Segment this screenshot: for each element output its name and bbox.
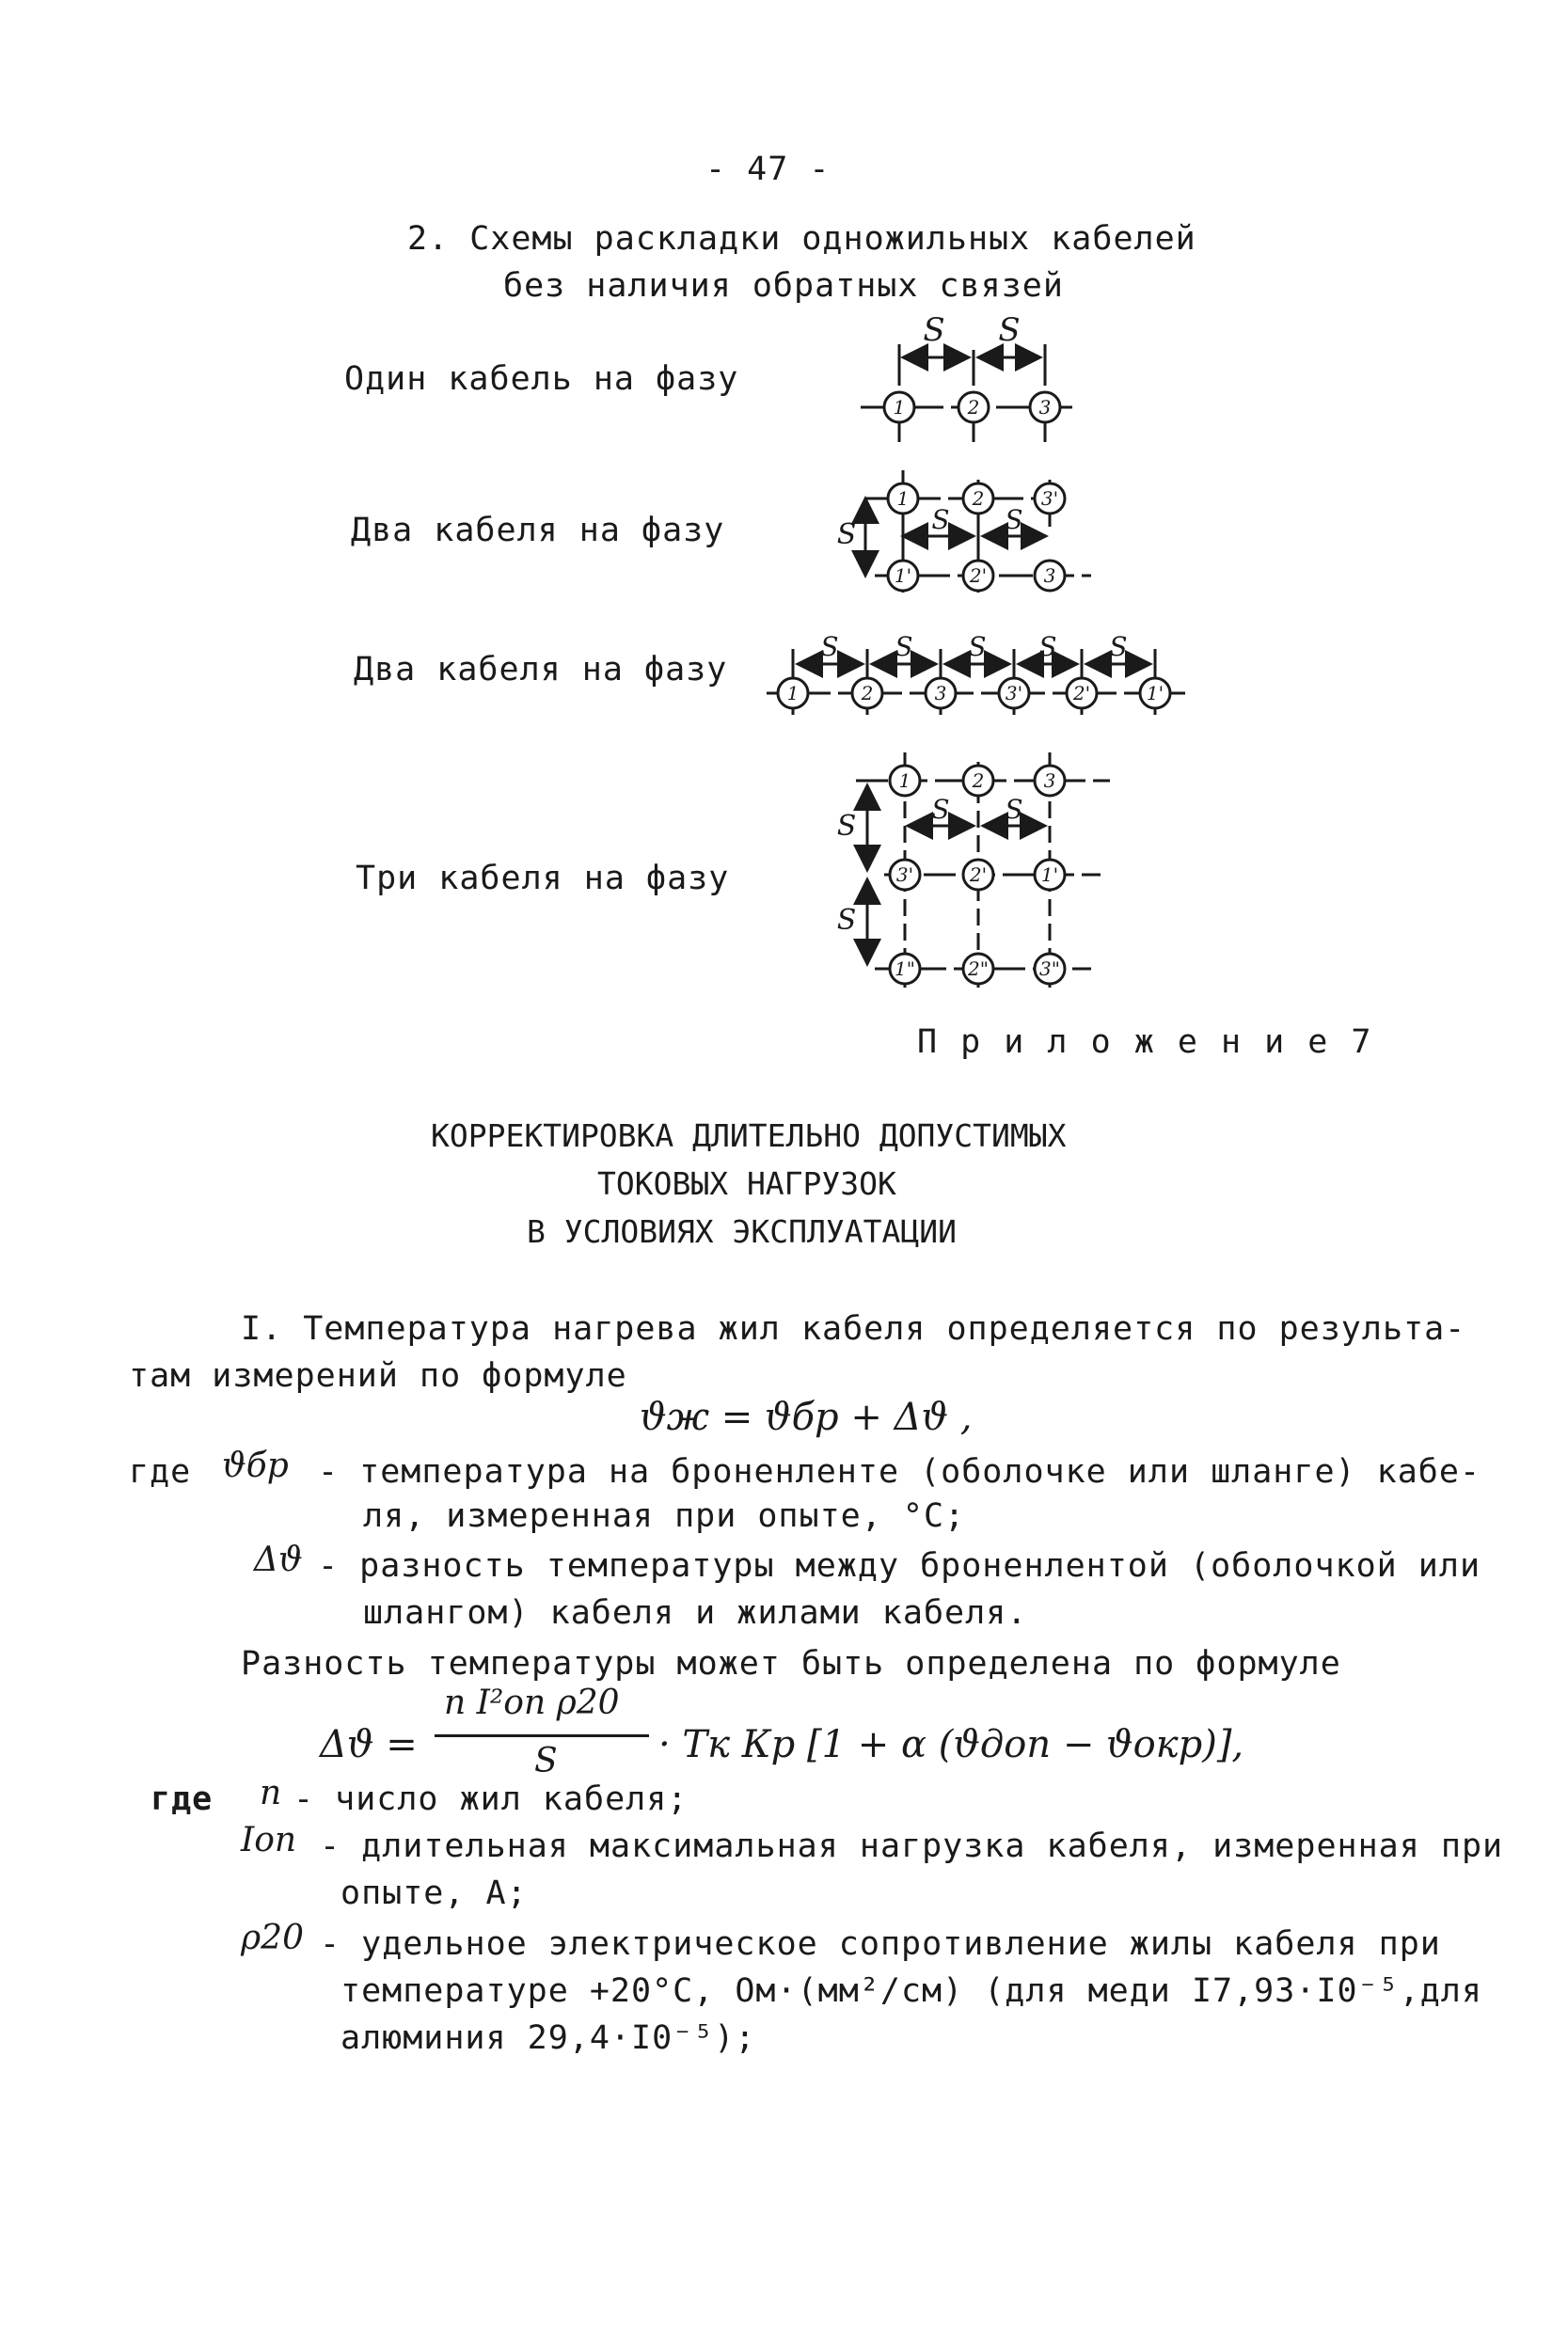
formula2-fraction-bar xyxy=(435,1734,649,1737)
conductor-label: 1 xyxy=(896,487,910,510)
conductor-label: 3" xyxy=(1039,957,1060,980)
conductor-label: 3 xyxy=(934,682,947,704)
conductor-label: 3' xyxy=(1005,682,1023,704)
para1-line1: I. Температура нагрева жил кабеля определяется по результа- xyxy=(241,1310,1466,1348)
conductor-label: 2 xyxy=(972,769,985,792)
conductor-label: 1' xyxy=(894,564,912,587)
spacing-label: S xyxy=(1038,631,1057,662)
def-rho20-line3: алюминия 29,4·I0⁻⁵); xyxy=(341,2019,756,2057)
spacing-label: S xyxy=(1005,504,1023,535)
conductor-label: 2' xyxy=(969,863,988,886)
cable-layout-diagrams xyxy=(0,0,1568,1035)
scheme-label-4: Три кабеля на фазу xyxy=(356,860,730,897)
scheme-label-1: Один кабель на фазу xyxy=(344,360,739,398)
def-rho20-line1: - удельное электрическое сопротивление жилы кабеля при xyxy=(320,1925,1441,1963)
var-delta-theta: Δϑ xyxy=(254,1541,303,1579)
spacing-label: S xyxy=(820,631,839,662)
conductor-label: 3 xyxy=(1043,769,1056,792)
para1-line2: там измерений по формуле xyxy=(129,1357,627,1395)
section-title-line2: без наличия обратных связей xyxy=(503,267,1064,305)
appendix-label: П р и л о ж е н и е 7 xyxy=(917,1023,1373,1061)
var-theta-br: ϑбр xyxy=(222,1447,289,1485)
conductor-label: 1' xyxy=(1146,682,1164,704)
spacing-label: S xyxy=(836,904,857,937)
conductor-label: 3 xyxy=(1038,396,1052,419)
def-delta-theta-line1: - разность температуры между броненлентой (оболочкой или xyxy=(318,1547,1481,1585)
var-n: n xyxy=(260,1774,282,1812)
spacing-label: S xyxy=(998,311,1021,349)
conductor-label: 1 xyxy=(786,682,800,704)
para2: Разность температуры может быть определена по формуле xyxy=(241,1645,1341,1683)
def-rho20-line2: температуре +20°С, Ом·(мм²/см) (для меди I7,93·I0⁻⁵,для xyxy=(341,1972,1482,2010)
section-title-line1: 2. Схемы раскладки одножильных кабелей xyxy=(407,220,1196,258)
formula2-rest: · Тк Кр [1 + α (ϑдоп − ϑокр)], xyxy=(658,1723,1244,1766)
diagram-one-cable xyxy=(861,344,1072,442)
spacing-label: S xyxy=(1005,794,1023,825)
def-i-op-line1: - длительная максимальная нагрузка кабеля, измеренная при xyxy=(320,1827,1504,1865)
conductor-label: 3' xyxy=(1040,487,1059,510)
scheme-label-3: Два кабеля на фазу xyxy=(354,651,728,688)
spacing-label: S xyxy=(836,518,857,551)
conductor-label: 3' xyxy=(895,863,914,886)
conductor-label: 2 xyxy=(972,487,985,510)
formula2-lhs: Δϑ = xyxy=(320,1723,418,1766)
formula-temperature: ϑж = ϑбр + Δϑ , xyxy=(640,1396,973,1439)
conductor-label: 2' xyxy=(969,564,988,587)
spacing-label: S xyxy=(931,794,950,825)
spacing-label: S xyxy=(923,311,945,349)
formula2-denominator: S xyxy=(534,1742,558,1780)
spacing-label: S xyxy=(836,810,857,843)
conductor-label: 1 xyxy=(893,396,906,419)
scheme-label-2: Два кабеля на фазу xyxy=(351,512,725,549)
var-rho20: ρ20 xyxy=(241,1919,304,1957)
conductor-label: 2 xyxy=(861,682,874,704)
heading-line1: КОРРЕКТИРОВКА ДЛИТЕЛЬНО ДОПУСТИМЫХ xyxy=(431,1117,1067,1154)
conductor-label: 2 xyxy=(967,396,980,419)
where-label: где xyxy=(129,1453,192,1491)
def-delta-theta-line2: шлангом) кабеля и жилами кабеля. xyxy=(363,1594,1028,1632)
formula2-numerator: n I²оп ρ20 xyxy=(444,1684,620,1722)
spacing-label: S xyxy=(931,504,950,535)
page-number: - 47 - xyxy=(705,150,831,188)
conductor-label: 1' xyxy=(1040,863,1059,886)
conductor-label: 2" xyxy=(968,957,989,980)
where-label: где xyxy=(150,1780,214,1818)
conductor-label: 1" xyxy=(895,957,915,980)
spacing-label: S xyxy=(895,631,913,662)
def-n: - число жил кабеля; xyxy=(293,1780,689,1818)
def-i-op-line2: опыте, А; xyxy=(341,1874,528,1912)
conductor-label: 3 xyxy=(1043,564,1056,587)
spacing-label: S xyxy=(1109,631,1128,662)
def-theta-br-line1: - температура на броненленте (оболочке или шланге) кабе- xyxy=(318,1453,1481,1491)
conductor-label: 2' xyxy=(1072,682,1091,704)
var-i-op: Iоп xyxy=(241,1821,297,1859)
spacing-label: S xyxy=(968,631,987,662)
heading-line2: ТОКОВЫХ НАГРУЗОК xyxy=(597,1165,896,1202)
conductor-label: 1 xyxy=(898,769,911,792)
heading-line3: В УСЛОВИЯХ ЭКСПЛУАТАЦИИ xyxy=(527,1213,957,1250)
def-theta-br-line2: ля, измеренная при опыте, °С; xyxy=(363,1497,966,1535)
